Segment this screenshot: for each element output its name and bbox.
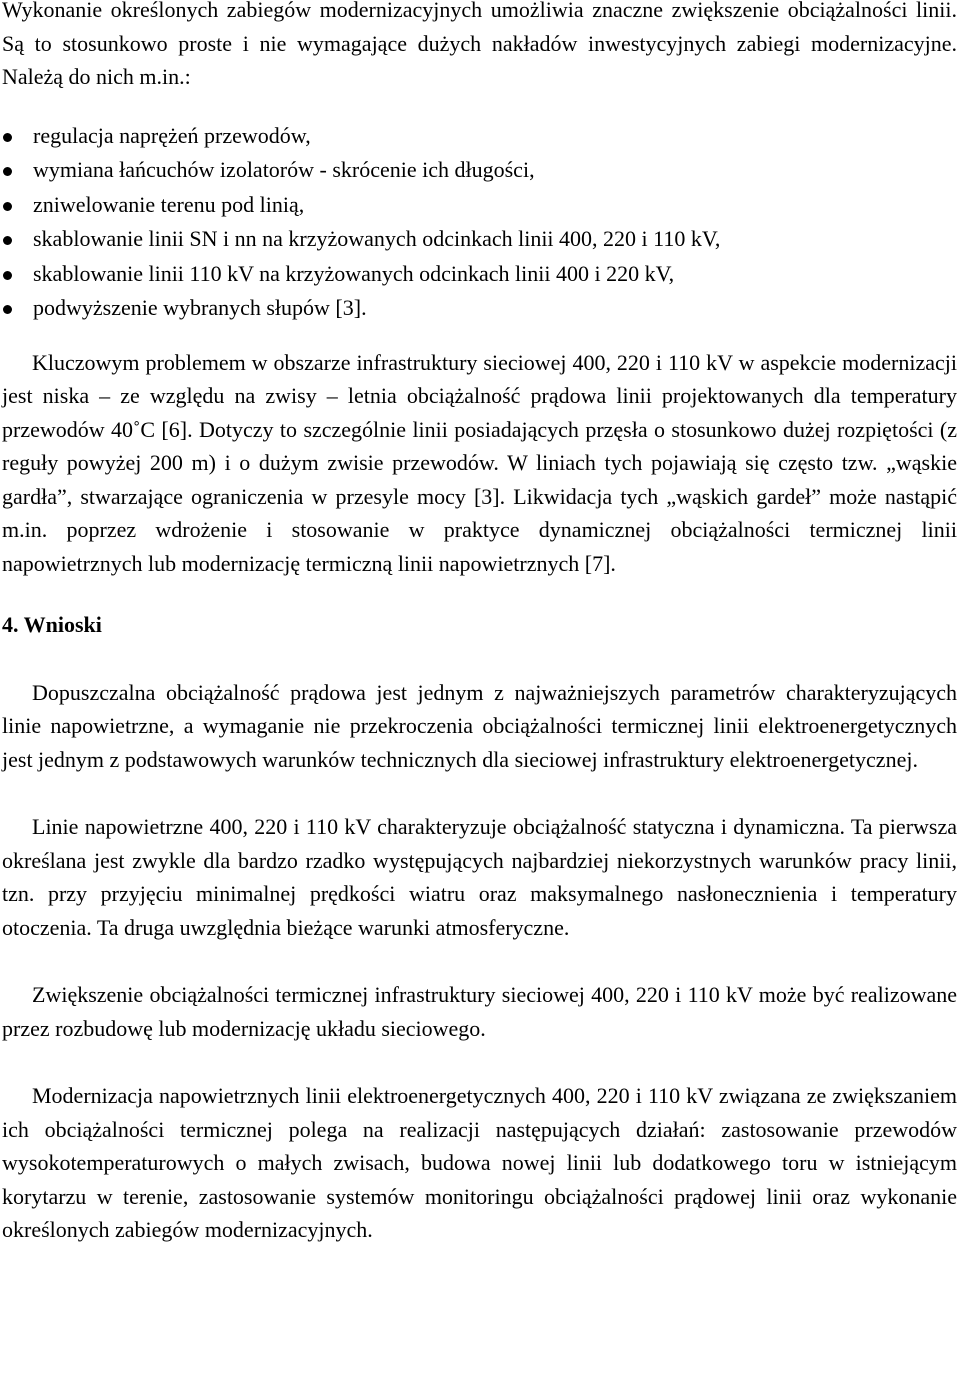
conclusion-paragraph: Linie napowietrzne 400, 220 i 110 kV charakteryzuje obciążalność statyczna i dynamiczna. Ta pierwsza określana jest zwykle dla bardzo rzadko występujących najbardziej niekorzystnych warunków pracy linii, tzn. przy przyjęciu minimalnej prędkości wiatru oraz maksymalnego nasłonecznienia i temperatury otoczenia. Ta druga uwzględnia bieżące warunki atmosferyczne. (2, 814, 957, 940)
intro-paragraph: Wykonanie określonych zabiegów modernizacyjnych umożliwia znaczne zwiększenie obciążalności linii. Są to stosunkowo proste i nie wymagające dużych nakładów inwestycyjnych zabiegi modernizacyjne. Należą do nich m.in.: (2, 0, 957, 89)
list-item-text: skablowanie linii 110 kV na krzyżowanych odcinkach linii 400 i 220 kV, (33, 260, 675, 286)
bullet-icon (3, 271, 12, 280)
bullet-icon (3, 133, 12, 142)
list-item (2, 291, 957, 326)
list-item (2, 153, 957, 188)
list-item-text: skablowanie linii SN i nn na krzyżowanych odcinkach linii 400, 220 i 110 kV, (33, 226, 721, 251)
section-heading: 4. Wnioski (2, 612, 102, 637)
list-item-text: wymiana łańcuchów izolatorów - skrócenie ich długości, (33, 157, 535, 182)
problem-paragraph: Kluczowym problemem w obszarze infrastruktury sieciowej 400, 220 i 110 kV w aspekcie modernizacji jest niska – ze względu na zwisy – letnia obciążalność prądowa linii projektowanych dla temperatury przewodów 40˚C [6]. Dotyczy to szczególnie linii posiadających przęsła o stosunkowo dużej rozpiętości (z reguły powyżej 200 m) i o dużym zwisie przewodów. W liniach tych pojawiają się często tzw. „wąskie gardła”, stwarzające ograniczenia w przesyle mocy [3]. Likwidacja tych „wąskich gardeł” może nastąpić m.in. poprzez wdrożenie i stosowanie w praktyce dynamicznej obciążalności termicznej linii napowietrznych lub modernizację termiczną linii napowietrznych [7]. (2, 349, 957, 576)
list-item (2, 222, 957, 257)
list-item-text: regulacja naprężeń przewodów, (33, 122, 311, 148)
list-item (2, 257, 957, 292)
conclusion-paragraph: Modernizacja napowietrznych linii elektroenergetycznych 400, 220 i 110 kV związana ze zwiększaniem ich obciążalności termicznej polega na realizacji następujących działań: zastosowanie przewodów wysokotemperaturowych o małych zwisach, budowa nowej linii lub dodatkowego toru w istniejącym korytarzu w terenie, zastosowanie systemów monitoringu obciążalności prądowej linii oraz wykonanie określonych zabiegów modernizacyjnych. (2, 1083, 957, 1242)
list-item-text: zniwelowanie terenu pod linią, (33, 191, 305, 217)
bullet-icon (3, 167, 12, 176)
list-item (2, 188, 957, 223)
bullet-icon (3, 202, 12, 211)
list-item (2, 119, 957, 154)
bullet-icon (3, 236, 12, 245)
conclusion-paragraph: Dopuszczalna obciążalność prądowa jest jednym z najważniejszych parametrów charakteryzujących linie napowietrzne, a wymaganie nie przekroczenia obciążalności termicznej linii elektroenergetycznych jest jednym z podstawowych warunków technicznych dla sieciowej infrastruktury elektroenergetycznej. (2, 679, 957, 772)
conclusion-paragraph: Zwiększenie obciążalności termicznej infrastruktury sieciowej 400, 220 i 110 kV może być realizowane przez rozbudowę lub modernizację układu sieciowego. (2, 982, 957, 1041)
modernization-list (2, 119, 957, 326)
bullet-icon (3, 305, 12, 314)
list-item-text: podwyższenie wybranych słupów [3]. (33, 295, 367, 320)
